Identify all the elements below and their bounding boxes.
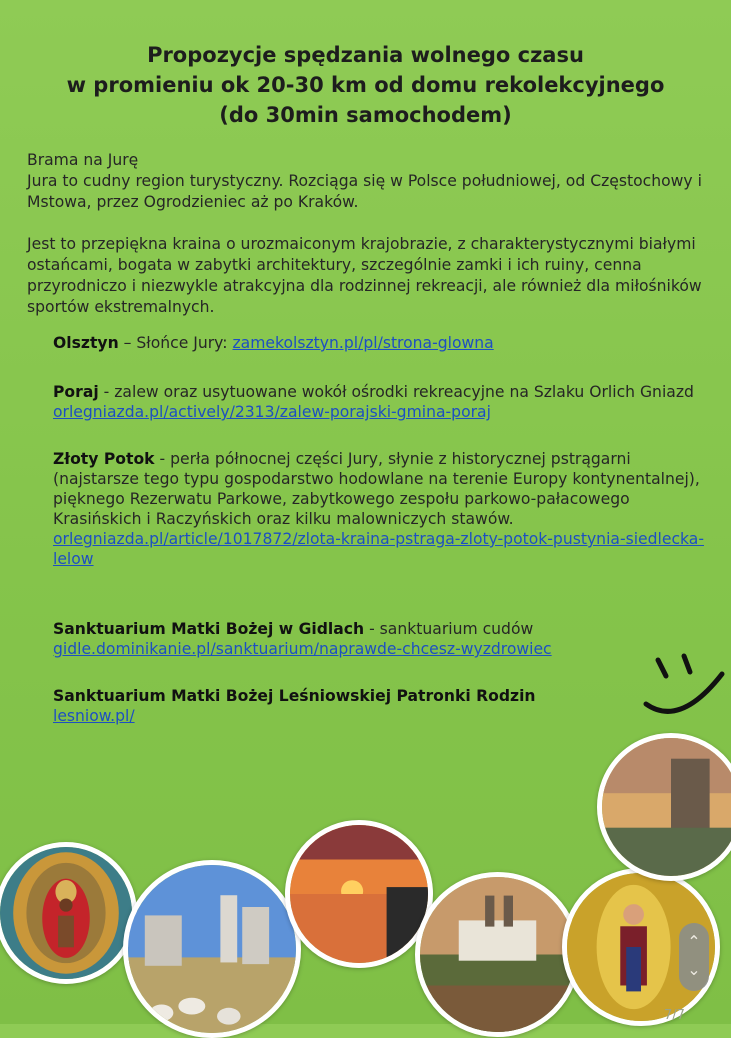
place-gidle — [53, 619, 552, 659]
place-desc: - zalew oraz usytuowane wokół ośrodki rekreacyjne na Szlaku Orlich Gniazd — [98, 383, 694, 401]
page-scroll-control[interactable] — [679, 923, 709, 991]
place-zloty-potok — [53, 449, 713, 569]
title-line-2: w promieniu ok 20-30 km od domu rekolekcyjnego — [66, 73, 665, 97]
place-link[interactable]: gidle.dominikanie.pl/sanktuarium/naprawde-chcesz-wyzdrowiec — [53, 640, 552, 658]
place-desc: - sanktuarium cudów — [364, 620, 534, 638]
icon-madonna-photo — [0, 842, 137, 984]
sunset-lake-photo — [285, 820, 433, 968]
place-link[interactable]: zamekolsztyn.pl/pl/strona-glowna — [232, 334, 494, 352]
title-line-3: (do 30min samochodem) — [219, 103, 512, 127]
place-name: Olsztyn — [53, 334, 119, 352]
place-link[interactable]: orlegniazda.pl/actively/2313/zalew-porajski-gmina-poraj — [53, 403, 491, 421]
chevron-down-icon[interactable]: ⌄ — [687, 960, 701, 979]
place-link[interactable]: lesniow.pl/ — [53, 707, 135, 725]
place-name: Złoty Potok — [53, 450, 155, 468]
place-name: Sanktuarium Matki Bożej Leśniowskiej Patronki Rodzin — [53, 687, 536, 705]
place-desc: - perła północnej części Jury, słynie z historycznej pstrągarni (najstarsze tego typu gospodarstwo hodowlane na terenie Europy kontynentalnej), pięknego Rezerwatu Parkowe, zabytkowego zespołu parkowo-pałacowego Krasińskich i Raczyńskich oraz kilku malowniczych stawów. — [53, 450, 700, 528]
intro-heading: Brama na Jurę — [27, 151, 139, 169]
place-desc: – Słońce Jury: — [118, 334, 233, 352]
intro-paragraph-2: Jest to przepiękna kraina o urozmaiconym krajobrazie, z charakterystycznymi białymi ostańcami, bogata w zabytki architektury, szczególnie zamki i ich ruiny, cenna przyrodniczo i niezwykle atrakcyjna dla rodzinnej rekreacji, ale również dla miłośników sportów ekstremalnych. — [27, 235, 702, 316]
intro-paragraph-1: Jura to cudny region turystyczny. Rozciąga się w Polsce południowej, od Częstochowy i Mstowa, przez Ogrodzieniec aż po Kraków. — [27, 172, 702, 211]
church-field-photo — [415, 872, 580, 1037]
page-indicator: 7/7 — [664, 1008, 685, 1023]
place-olsztyn — [53, 333, 494, 353]
place-name: Poraj — [53, 383, 99, 401]
tower-sunset-photo — [597, 733, 731, 881]
place-poraj — [53, 382, 713, 422]
page-title — [0, 40, 731, 130]
chevron-up-icon[interactable]: ⌃ — [687, 932, 701, 951]
place-link[interactable]: orlegniazda.pl/article/1017872/zlota-kraina-pstraga-zloty-potok-pustynia-siedlecka-lelow — [53, 530, 704, 568]
place-lesniow — [53, 686, 536, 726]
title-line-1: Propozycje spędzania wolnego czasu — [147, 43, 584, 67]
smiley-doodle-icon — [640, 648, 730, 723]
castle-ruins-sheep-photo — [123, 860, 301, 1038]
place-name: Sanktuarium Matki Bożej w Gidlach — [53, 620, 365, 638]
intro-section — [27, 150, 717, 318]
